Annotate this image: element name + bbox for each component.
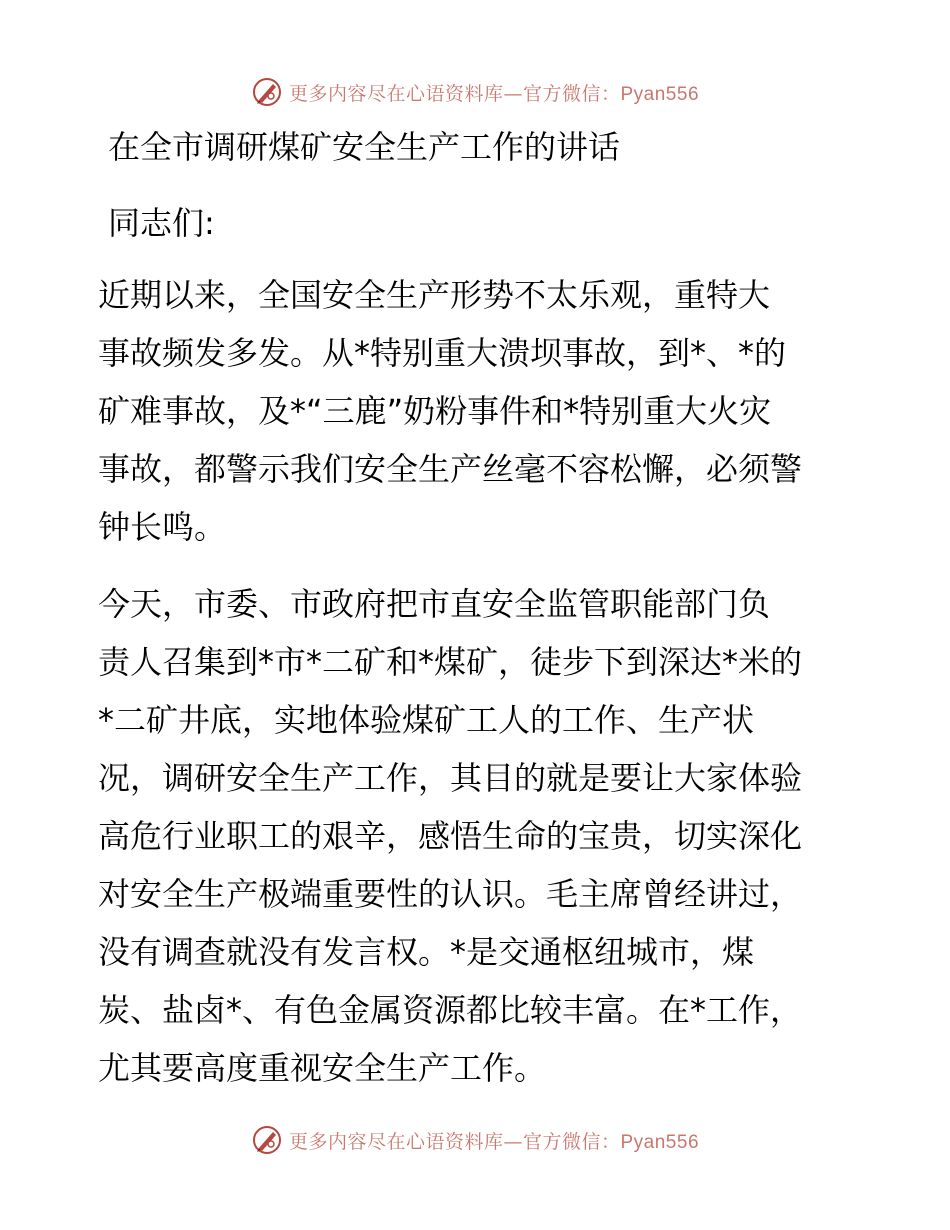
watermark-text: 更多内容尽在心语资料库—官方微信：Pyan556 (288, 1130, 700, 1153)
paragraph-line: 近期以来，全国安全生产形势不太乐观，重特大 (98, 276, 771, 314)
paragraph-1 (98, 266, 848, 556)
paragraph-line: 对安全生产极端重要性的认识。毛主席曾经讲过， (98, 875, 803, 913)
paragraph-line: 况，调研安全生产工作，其目的就是要让大家体验 (98, 759, 803, 797)
paragraph-line: 责人召集到*市*二矿和*煤矿，徒步下到深达*米的 (98, 643, 803, 681)
watermark-banner-top (0, 72, 950, 112)
paragraph-line: 没有调查就没有发言权。*是交通枢纽城市，煤 (98, 933, 755, 971)
paragraph-line: 矿难事故，及*“三鹿”奶粉事件和*特别重大火灾 (98, 392, 772, 430)
quill-pen-logo-icon (251, 1124, 283, 1156)
paragraph-line: 高危行业职工的艰辛，感悟生命的宝贵，切实深化 (98, 817, 803, 855)
paragraph-line: 尤其要高度重视安全生产工作。 (98, 1049, 547, 1087)
greeting: 同志们: (108, 204, 215, 242)
paragraph-2 (98, 575, 848, 1097)
paragraph-line: *二矿井底，实地体验煤矿工人的工作、生产状 (98, 701, 755, 739)
paragraph-line: 炭、盐卤*、有色金属资源都比较丰富。在*工作， (98, 991, 803, 1029)
watermark-banner-bottom (0, 1120, 950, 1160)
document-title: 在全市调研煤矿安全生产工作的讲话 (108, 128, 621, 166)
wechat-id: Pyan556 (620, 83, 700, 105)
paragraph-line: 事故频发多发。从*特别重大溃坝事故，到*、*的 (98, 334, 787, 372)
paragraph-line: 事故，都警示我们安全生产丝毫不容松懈，必须警 (98, 450, 803, 488)
quill-pen-logo-icon (251, 76, 283, 108)
wechat-id: Pyan556 (620, 1131, 700, 1153)
watermark-text: 更多内容尽在心语资料库—官方微信：Pyan556 (288, 82, 700, 105)
paragraph-line: 钟长鸣。 (98, 508, 227, 546)
paragraph-line: 今天，市委、市政府把市直安全监管职能部门负 (98, 585, 771, 623)
